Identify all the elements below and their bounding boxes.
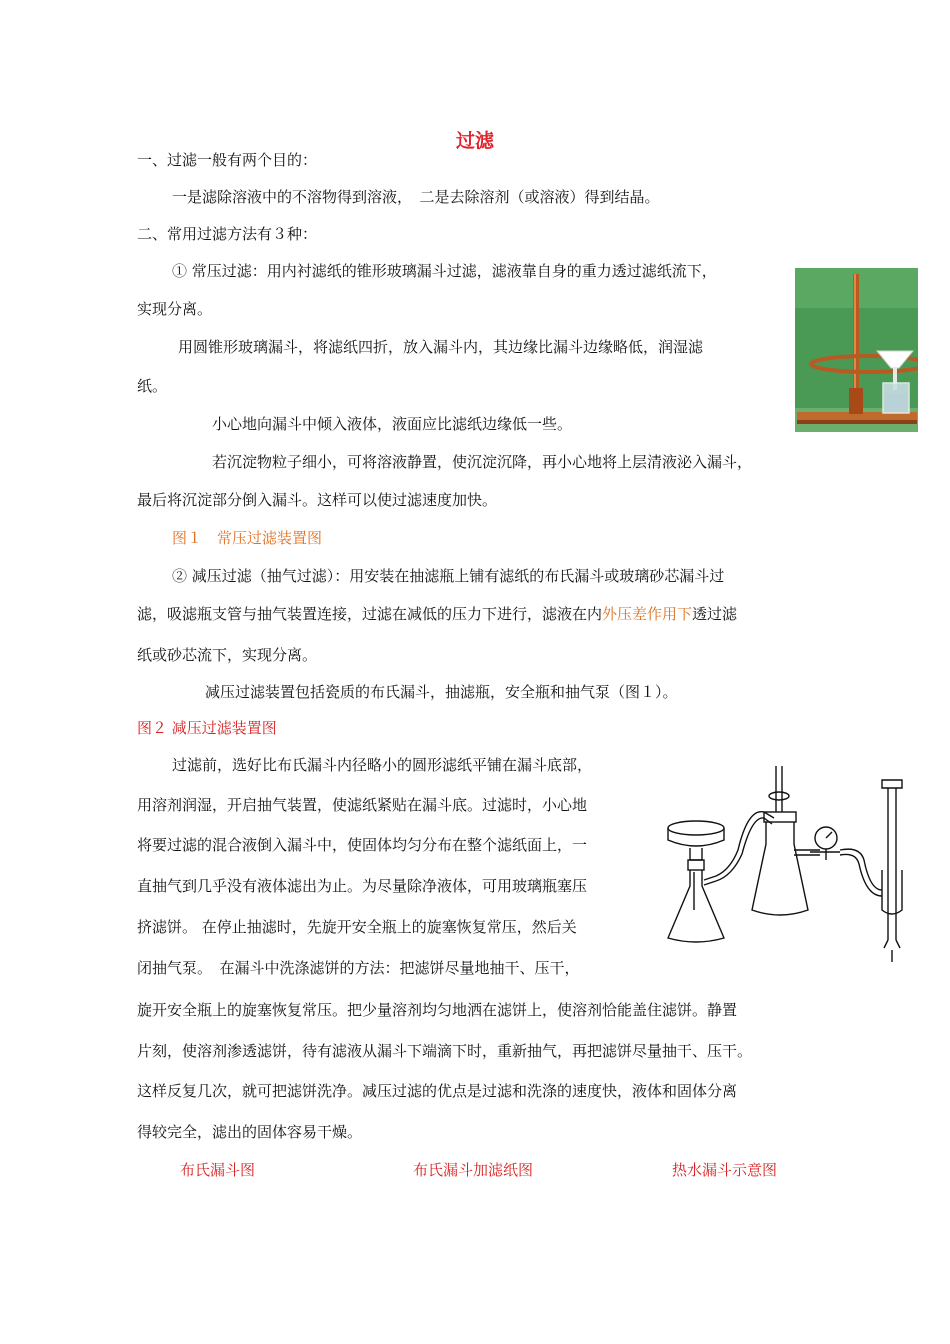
page-title: 过滤	[455, 130, 494, 152]
paragraph: 若沉淀物粒子细小，可将溶液静置，使沉淀沉降，再小心地将上层清液泌入漏斗，	[212, 453, 753, 471]
paragraph: 这样反复几次，就可把滤饼洗净。减压过滤的优点是过滤和洗涤的速度快，液体和固体分离	[137, 1082, 738, 1100]
section-2-heading: 二、常用过滤方法有３种：	[137, 225, 318, 243]
vacuum-filtration-diagram	[660, 760, 918, 965]
paragraph: ② 减压过滤（抽气过滤）：用安装在抽滤瓶上铺有滤纸的布氏漏斗或玻璃砂芯漏斗过	[172, 567, 725, 585]
paragraph: 最后将沉淀部分倒入漏斗。这样可以使过滤速度加快。	[137, 491, 498, 509]
figure-2-caption: 图２ 减压过滤装置图	[137, 719, 277, 737]
paragraph: 用圆锥形玻璃漏斗，将滤纸四折，放入漏斗内，其边缘比漏斗边缘略低，润湿滤	[178, 338, 704, 356]
paragraph: 纸或砂芯流下，实现分离。	[137, 646, 318, 664]
paragraph: 小心地向漏斗中倾入液体，液面应比滤纸边缘低一些。	[212, 415, 573, 433]
paragraph: 挤滤饼。 在停止抽滤时，先旋开安全瓶上的旋塞恢复常压，然后关	[137, 918, 577, 936]
text-run: 滤，吸滤瓶支管与抽气装置连接，过滤在减低的压力下进行，滤液在内	[137, 605, 603, 623]
paragraph: 一是滤除溶液中的不溶物得到溶液， 二是去除溶剂（或溶液）得到结晶。	[172, 188, 660, 206]
caption-buchner-funnel: 布氏漏斗图	[180, 1161, 256, 1179]
text-run: 透过滤	[692, 605, 738, 623]
paragraph: 闭抽气泵。 在漏斗中洗涤滤饼的方法：把滤饼尽量地抽干、压干，	[137, 959, 580, 977]
paragraph: 将要过滤的混合液倒入漏斗中，使固体均匀分布在整个滤纸面上，一	[137, 836, 588, 854]
paragraph: 过滤前，选好比布氏漏斗内径略小的圆形滤纸平铺在漏斗底部，	[172, 756, 593, 774]
paragraph: 减压过滤装置包括瓷质的布氏漏斗，抽滤瓶，安全瓶和抽气泵（图１）。	[205, 683, 678, 701]
paragraph: 纸。	[137, 377, 168, 395]
caption-hot-water-funnel: 热水漏斗示意图	[672, 1161, 778, 1179]
caption-buchner-funnel-with-paper: 布氏漏斗加滤纸图	[413, 1161, 534, 1179]
paragraph: 实现分离。	[137, 300, 213, 318]
paragraph	[137, 604, 737, 624]
paragraph: 旋开安全瓶上的旋塞恢复常压。把少量溶剂均匀地洒在滤饼上，使溶剂恰能盖住滤饼。静置	[137, 1001, 738, 1019]
ring-stand-photo	[795, 268, 918, 432]
paragraph: ① 常压过滤：用内衬滤纸的锥形玻璃漏斗过滤，滤液靠自身的重力透过滤纸流下，	[172, 262, 717, 280]
paragraph: 用溶剂润湿，开启抽气装置，使滤纸紧贴在漏斗底。过滤时，小心地	[137, 796, 588, 814]
paragraph: 直抽气到几乎没有液体滤出为止。为尽量除净液体，可用玻璃瓶塞压	[137, 877, 588, 895]
section-1-heading: 一、过滤一般有两个目的：	[137, 151, 318, 169]
paragraph: 片刻，使溶剂渗透滤饼，待有滤液从漏斗下端滴下时，重新抽气，再把滤饼尽量抽干、压干。	[137, 1042, 753, 1060]
paragraph: 得较完全，滤出的固体容易干燥。	[137, 1123, 363, 1141]
highlighted-text: 外压差作用下	[602, 605, 693, 623]
figure-1-caption: 图１ 常压过滤装置图	[172, 529, 323, 547]
